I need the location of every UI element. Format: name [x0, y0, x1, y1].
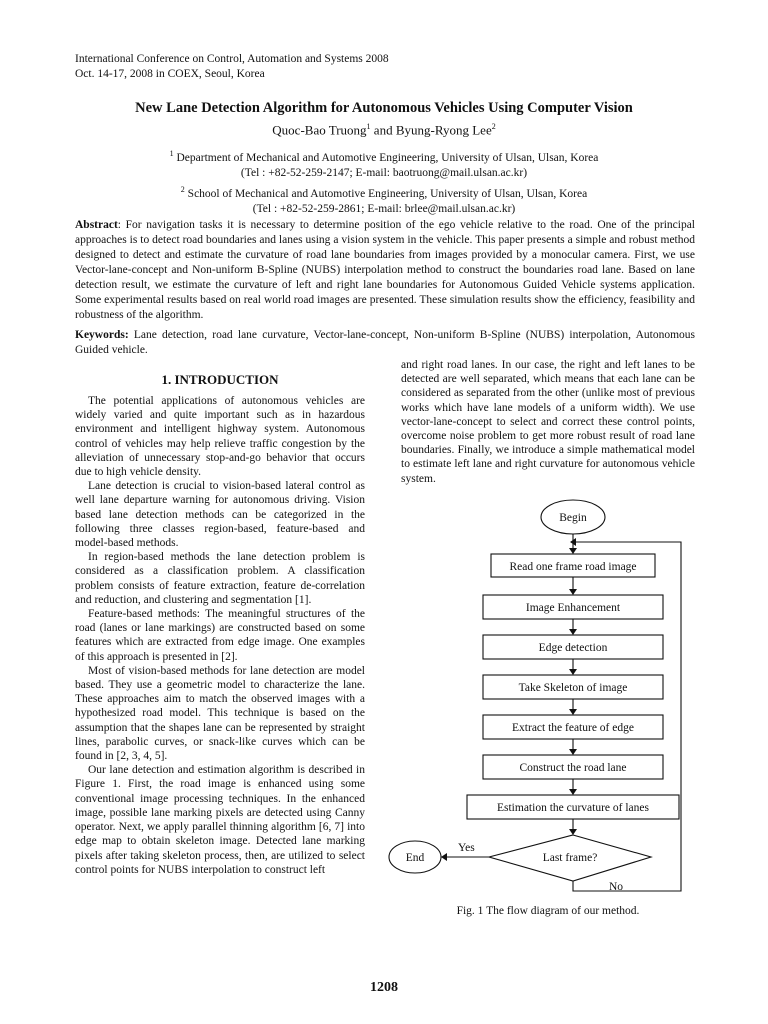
- step-construct-lane-label: Construct the road lane: [519, 762, 627, 774]
- decision-label: Last frame?: [542, 852, 598, 864]
- begin-label: Begin: [559, 512, 587, 524]
- step-image-enhancement-label: Image Enhancement: [525, 602, 621, 614]
- conference-date: Oct. 14-17, 2008 in COEX, Seoul, Korea: [75, 68, 265, 80]
- intro-paragraph: Feature-based methods: The meaningful structures of the road (lanes or lane markings) are constructed based on some features which are extracted from edge image. One examples of this approach is presented in [2].: [75, 608, 365, 663]
- affiliation-2-contact: (Tel : +82-52-259-2861; E-mail: brlee@mail.ulsan.ac.kr): [252, 203, 516, 216]
- step-skeleton-label: Take Skeleton of image: [518, 682, 628, 694]
- page-number: 1208: [370, 980, 398, 995]
- conference-header: [75, 52, 389, 82]
- abstract-text: : For navigation tasks it is necessary to determine position of the ego vehicle relative to the road. One of the principal approaches is to detect road boundaries and lanes using a vision system in the vehicle. This paper presents a simple and robust method designed to detect and estimate the curvature of road lane boundaries from images provided by a monocular camera. First, we use Vector-lane-concept and Non-uniform B-Spline (NUBS) interpolation method to construct the boundaries road lane. Based on lane detection result, we estimate the curvature of left and right lane boundaries for Autonomous Guided Vehicle systems application. Some experimental results based on real world road images are presented. These simulation results show the efficiency, feasibility and robustness of the algorithm.: [75, 219, 695, 321]
- affiliation-1-sup: 1: [169, 149, 174, 158]
- affiliation-2: School of Mechanical and Automotive Engineering, University of Ulsan, Ulsan, Korea: [184, 187, 588, 200]
- intro-continuation: and right road lanes. In our case, the right and left lanes to be detected are well separated, which means that each lane can be considered as separated from the other (unlike most of previous works which have lane models of a uniform width). We use vector-lane-concept to select and correct these control points, overcome noise problem to get more robust result of road lane boundaries. Finally, we introduce a simple mathematical model to estimate left lane and right curvature for autonomous vehicle system.: [401, 359, 695, 485]
- step-read-frame-label: Read one frame road image: [509, 561, 637, 573]
- step-edge-detection-label: Edge detection: [538, 642, 608, 654]
- authors: [0, 122, 768, 138]
- keywords-label: Keywords:: [75, 329, 129, 341]
- left-column: [75, 394, 365, 877]
- author-2: Byung-Ryong Lee: [395, 122, 492, 138]
- figure-caption: Fig. 1 The flow diagram of our method.: [456, 905, 640, 917]
- right-column: [401, 358, 695, 486]
- yes-label: Yes: [458, 842, 475, 854]
- intro-paragraph: Most of vision-based methods for lane detection are model based. They use a geometric model to characterize the lane. These approaches aim to match the observed images with a hypothesized road model. This technique is based on the assumption that the shapes lane can be represented by straight lines, parabolic curves, or snack-like curves which can be found in [2, 3, 4, 5].: [75, 664, 365, 763]
- abstract-label: Abstract: [75, 219, 118, 231]
- intro-paragraph: Our lane detection and estimation algorithm is described in Figure 1. First, the road image is enhanced using some conventional image processing techniques. In the enhanced image, possible lane marking pixels are detected using Canny operator. Next, we apply parallel thinning algorithm [6, 7] into edge map to obtain skeleton image. Detected lane marking pixels after taking skeleton process, then, are utilized to select control points for NUBS interpolation to construct left: [75, 764, 365, 876]
- abstract: [75, 218, 695, 323]
- section-heading: 1. INTRODUCTION: [161, 372, 279, 387]
- step-extract-feature-label: Extract the feature of edge: [512, 722, 634, 734]
- end-label: End: [405, 852, 425, 864]
- paper-title: New Lane Detection Algorithm for Autonomous Vehicles Using Computer Vision: [135, 100, 633, 116]
- intro-paragraph: In region-based methods the lane detection problem is considered as a classification problem. A classification problem consists of feature extraction, feature de-correlation and reduction, and clustering and segmentation [1].: [75, 551, 365, 606]
- affiliation-1-contact: (Tel : +82-52-259-2147; E-mail: baotruong@mail.ulsan.ac.kr): [240, 167, 528, 180]
- flow-diagram: [380, 495, 700, 905]
- affiliation-2-sup: 2: [180, 184, 185, 194]
- conference-name: International Conference on Control, Automation and Systems 2008: [75, 53, 389, 65]
- affiliation-1: Department of Mechanical and Automotive Engineering, University of Ulsan, Ulsan, Korea: [173, 151, 599, 164]
- affiliations: [0, 146, 768, 218]
- intro-paragraph: Lane detection is crucial to vision-based lateral control as well lane departure warning for autonomous driving. Vision based lane detection methods can be categorized in the following three classes region-based, feature-based and model-based methods.: [75, 480, 365, 550]
- author-2-sup: 2: [491, 122, 496, 131]
- no-label: No: [609, 881, 624, 893]
- keywords: [75, 328, 695, 358]
- step-estimate-curvature-label: Estimation the curvature of lanes: [496, 802, 650, 814]
- author-separator: and: [370, 122, 396, 138]
- author-1: Quoc-Bao Truong: [272, 122, 367, 138]
- intro-paragraph: The potential applications of autonomous vehicles are widely varied and quite important such as in hazardous environment and intelligent highway system. Autonomous control of vehicles may help relieve traffic congestion by the alleviation of unnecessary stop-and-go behavior that occurs due to high vehicle density.: [75, 395, 365, 479]
- keywords-text: Lane detection, road lane curvature, Vector-lane-concept, Non-uniform B-Spline (NUBS) interpolation, Autonomous Guided vehicle.: [75, 329, 695, 356]
- author-1-sup: 1: [366, 122, 371, 131]
